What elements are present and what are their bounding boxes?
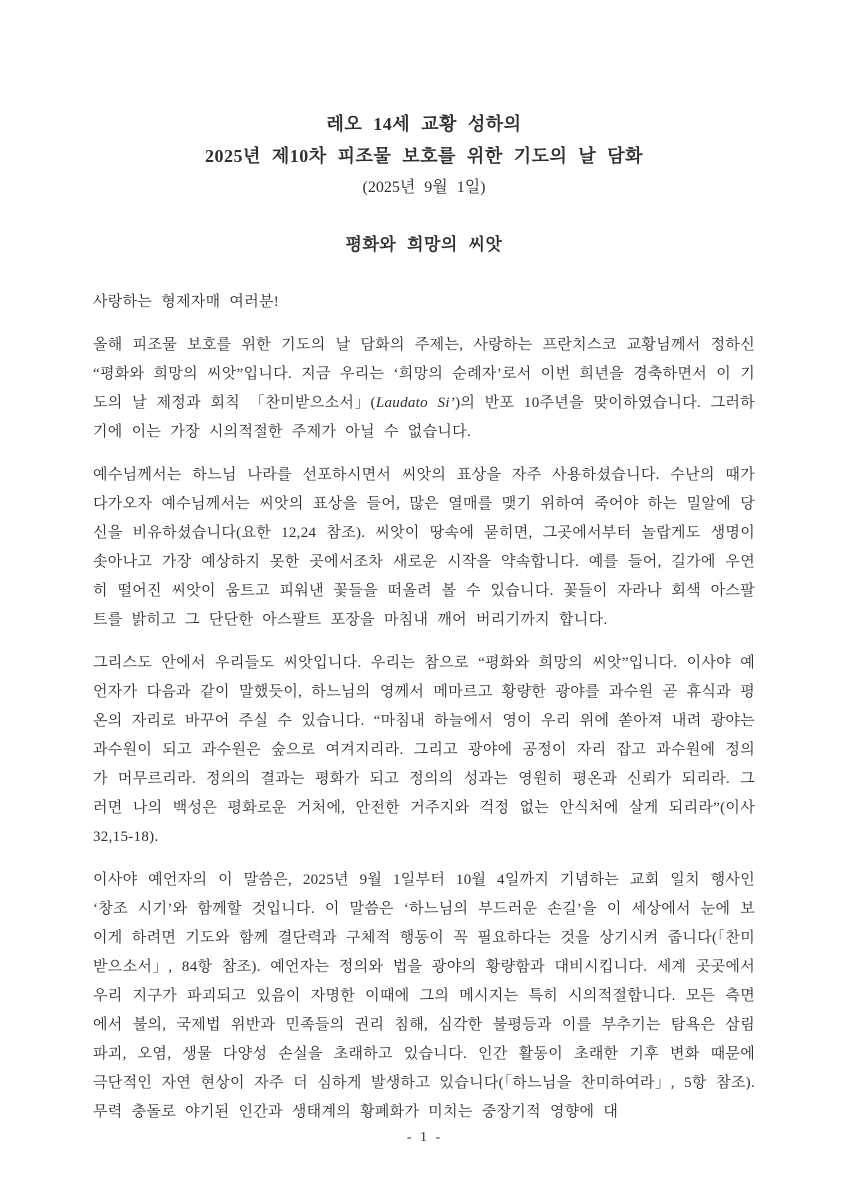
document-date: (2025년 9월 1일) (362, 179, 486, 196)
paragraph-2: 예수님께서는 하느님 나라를 선포하시면서 씨앗의 표상을 자주 사용하셨습니다. 수난의 때가 다가오자 예수님께서는 씨앗의 표상을 들어, 많은 열매를 맺기 위하여 죽어야 하는 밀알에 당신을 비유하셨습니다(요한 12,24 참조). 씨앗이 땅속에 묻히면, 그곳에서부터 놀랍게도 생명이 솟아나고 가장 예상하지 못한 곳에서조차 새로운 시작을 약속합니다. 예를 들어, 길가에 우연히 떨어진 씨앗이 움트고 피워낸 꽃들을 떠올려 볼 수 있습니다. 꽃들이 자라나 회색 아스팔트를 밝히고 그 단단한 아스팔트 포장을 마침내 깨어 버리기까지 합니다. (93, 467, 755, 628)
document-title-line-1: 레오 14세 교황 성하의 (326, 114, 522, 134)
paragraph-1-run-3: )의 반포 10주년을 맞이하였습니다. 그러하기에 이는 가장 시의적절한 주제가 아닐 수 없습니다. (93, 395, 755, 440)
document-header (93, 108, 755, 204)
paragraph-4: 이사야 예언자의 이 말씀은, 2025년 9월 1일부터 10월 4일까지 기념하는 교회 일치 행사인 ‘창조 시기’와 함께할 것입니다. 이 말씀은 ‘하느님의 부드러운 손길’을 이 세상에서 눈에 보이게 하려면 기도와 함께 결단력과 구체적 행동이 꼭 필요하다는 것을 상기시켜 줍니다(「찬미받으소서」, 84항 참조). 예언자는 정의와 법을 광야의 황량함과 대비시킵니다. 세계 곳곳에서 우리 지구가 파괴되고 있음이 자명한 이때에 그의 메시지는 특히 시의적절합니다. 모든 측면에서 불의, 국제법 위반과 민족들의 권리 침해, 심각한 불평등과 이를 부추기는 탐욕은 삼림 파괴, 오염, 생물 다양성 손실을 초래하고 있습니다. 인간 활동이 초래한 기후 변화 때문에 극단적인 자연 현상이 자주 더 심하게 발생하고 있습니다(「하느님을 찬미하여라」, 5항 참조). 무력 충돌로 야기된 인간과 생태계의 황폐화가 미치는 중장기적 영향에 대 (93, 872, 755, 1120)
greeting-line: 사랑하는 형제자매 여러분! (93, 294, 280, 310)
paragraph-1-latin-italic: Laudato Si’ (375, 395, 456, 411)
paragraph-1 (93, 331, 755, 447)
document-title-line-2: 2025년 제10차 피조물 보호를 위한 기도의 날 담화 (204, 146, 644, 166)
paragraph-1-run-1: 올해 피조물 보호를 위한 기도의 날 담화의 주제는, 사랑하는 프란치스코 교황님께서 정하신 “평화와 희망의 씨앗”입니다. 지금 우리는 ‘희망의 순례자’로서 이번 희년을 경축하면서 이 기도의 날 제정과 회칙 「찬미받으소서」( (93, 337, 755, 411)
message-subtitle: 평화와 희망의 씨앗 (345, 235, 503, 254)
page-number: - 1 - (406, 1130, 442, 1145)
paragraph-3: 그리스도 안에서 우리들도 씨앗입니다. 우리는 참으로 “평화와 희망의 씨앗”입니다. 이사야 예언자가 다음과 같이 말했듯이, 하느님의 영께서 메마르고 황량한 광야를 과수원 곧 휴식과 평온의 자리로 바꾸어 주실 수 있습니다. “마침내 하늘에서 영이 우리 위에 쏟아져 내려 광야는 과수원이 되고 과수원은 숲으로 여겨지리라. 그리고 광야에 공정이 자리 잡고 과수원에 정의가 머무르리라. 정의의 결과는 평화가 되고 정의의 성과는 영원히 평온과 신뢰가 되리라. 그러면 나의 백성은 평화로운 거처에, 안전한 거주지와 걱정 없는 안식처에 살게 되리라”(이사 32,15-18). (93, 655, 755, 845)
